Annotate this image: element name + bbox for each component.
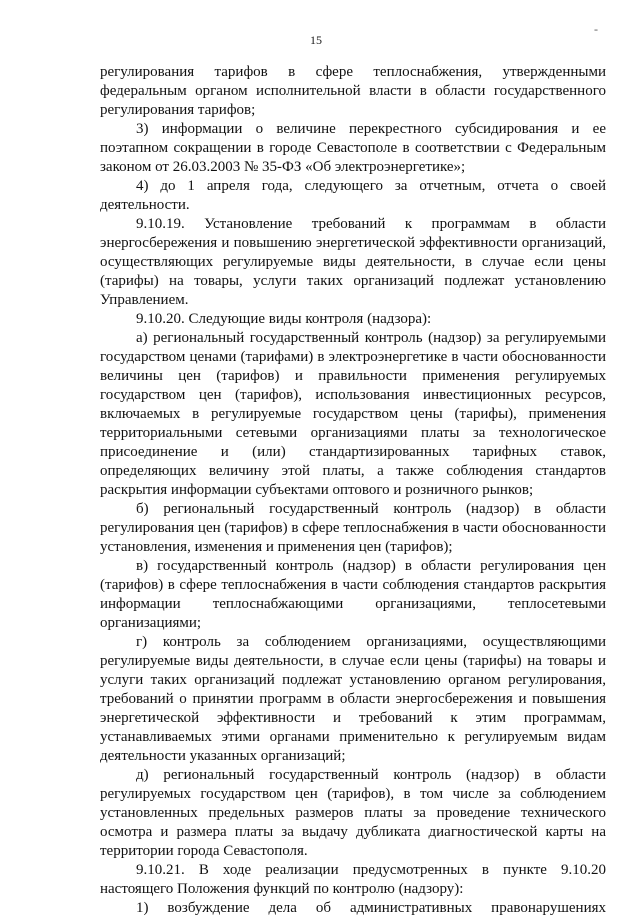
paragraph-item-b: б) региональный государственный контроль (надзор) в области регулирования цен (тарифов) в сфере теплоснабжения в части обоснованности установления, изменения и применения цен (тарифов); (100, 501, 606, 555)
page-number: 15 (310, 33, 322, 47)
paragraph-9-10-20: 9.10.20. Следующие виды контроля (надзора): (136, 311, 432, 327)
paragraph-item-3: 3) информации о величине перекрестного субсидирования и ее поэтапном сокращении в городе Севастополе в соответствии с Федеральным законом от 26.03.2003 № 35-ФЗ «Об электроэнергетике»; (100, 121, 606, 175)
paragraph-continuation: регулирования тарифов в сфере теплоснабжения, утвержденными федеральным органом исполнительной власти в области государственного регулирования тарифов; (100, 64, 606, 118)
paragraph-item-a: а) региональный государственный контроль (надзор) за регулируемыми государством ценами (тарифами) в электроэнергетике в части обоснованности величины цен (тарифов) и правильности применения регулируемых государством цен (тарифов), использования инвестиционных ресурсов, включаемых в регулируемые государством цены (тарифы), применения территориальными сетевыми организациями платы за технологическое присоединение и (или) стандартизированных тарифных ставок, определяющих величину этой платы, а также соблюдения стандартов раскрытия информации субъектами оптового и розничного рынков; (100, 330, 606, 498)
corner-mark: - (594, 22, 598, 36)
paragraph-item-v: в) государственный контроль (надзор) в области регулирования цен (тарифов) в сфере теплоснабжения в части соблюдения стандартов раскрытия информации теплоснабжающими организациями, теплосетевыми организациями; (100, 558, 606, 631)
paragraph-item-d: д) региональный государственный контроль (надзор) в области регулируемых государством цен (тарифов), в том числе за соблюдением установленных предельных размеров платы за проведение технического осмотра и размера платы за выдачу дубликата диагностической карты на территории города Севастополя. (100, 767, 606, 859)
paragraph-9-10-21: 9.10.21. В ходе реализации предусмотренных в пункте 9.10.20 настоящего Положения функций по контролю (надзору): (100, 862, 606, 897)
paragraph-item-1: 1) возбуждение дела об административных правонарушениях (136, 900, 606, 916)
paragraph-9-10-19: 9.10.19. Установление требований к программам в области энергосбережения и повышению энергетической эффективности организаций, осуществляющих регулируемые виды деятельности, в случае если цены (тарифы) на товары, услуги таких организаций подлежат установлению Управлением. (100, 216, 606, 308)
paragraph-item-g: г) контроль за соблюдением организациями, осуществляющими регулируемые виды деятельности, в случае если цены (тарифы) на товары и услуги таких организаций подлежат установлению органом регулирования, требований о принятии программ в области энергосбережения и повышения энергетической эффективности и требований к этим программам, устанавливаемых этими органами применительно к регулируемым видам деятельности указанных организаций; (100, 634, 606, 764)
paragraph-item-4: 4) до 1 апреля года, следующего за отчетным, отчета о своей деятельности. (100, 178, 606, 213)
document-body (100, 63, 606, 918)
